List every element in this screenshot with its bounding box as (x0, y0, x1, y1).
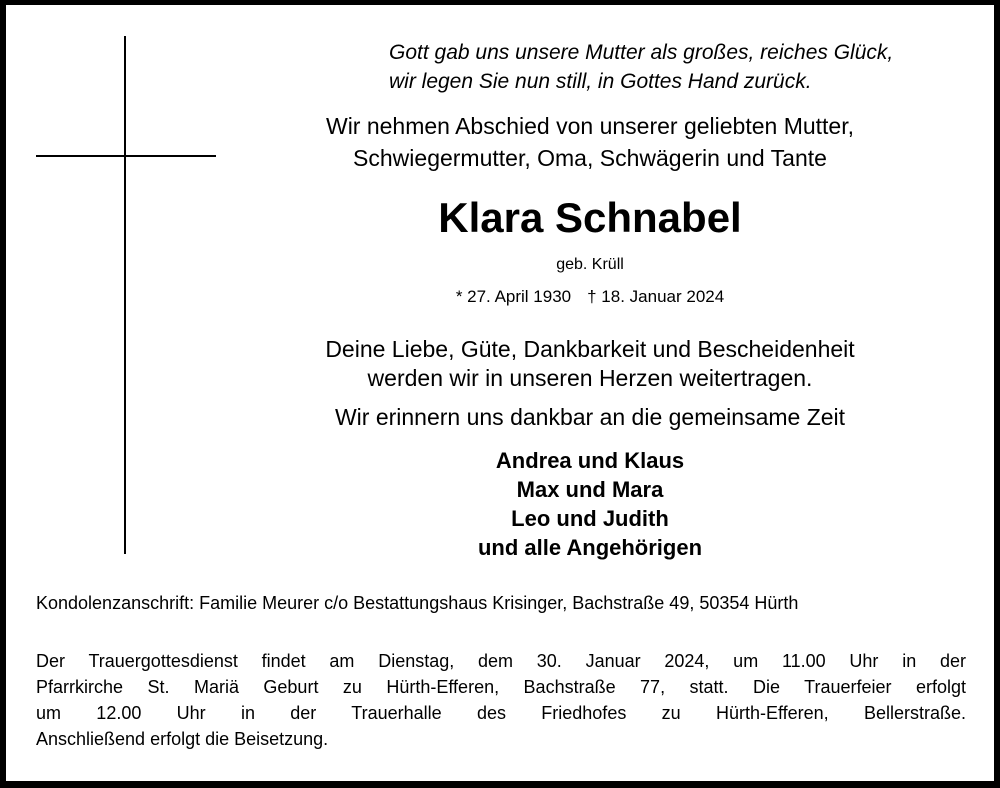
condolence-address: Kondolenzanschrift: Familie Meurer c/o Bestattungshaus Krisinger, Bachstraße 49, 50354 Hürth (36, 593, 799, 613)
tribute-text (256, 335, 924, 393)
mourner: Max und Mara (516, 477, 664, 502)
farewell-line: Wir nehmen Abschied von unserer geliebten Mutter, (325, 113, 854, 139)
cross-icon-horizontal (36, 155, 216, 157)
deceased-name: Klara Schnabel (438, 194, 742, 241)
life-dates (256, 285, 924, 309)
verse-line: Gott gab uns unsere Mutter als großes, reiches Glück, (389, 41, 894, 64)
obituary-card (6, 5, 994, 781)
death-date: † 18. Januar 2024 (587, 287, 725, 306)
service-line: Der Trauergottesdienst findet am Dienstag, dem 30. Januar 2024, um 11.00 Uhr in der (36, 651, 966, 671)
maiden-name: geb. Krüll (556, 256, 624, 273)
verse-line: wir legen Sie nun still, in Gottes Hand zurück. (389, 70, 812, 93)
service-line: um 12.00 Uhr in der Trauerhalle des Friedhofes zu Hürth-Efferen, Bellerstraße. (36, 703, 966, 723)
farewell-text (256, 110, 924, 174)
mourner: Andrea und Klaus (495, 448, 685, 473)
mourner: Leo und Judith (511, 506, 669, 531)
farewell-line: Schwiegermutter, Oma, Schwägerin und Tante (353, 145, 827, 171)
service-notice (36, 648, 966, 752)
cross-icon-vertical (124, 36, 126, 554)
tribute-line: Deine Liebe, Güte, Dankbarkeit und Bescheidenheit (325, 336, 855, 362)
remember-text: Wir erinnern uns dankbar an die gemeinsame Zeit (334, 404, 846, 430)
birth-date: * 27. April 1930 (455, 287, 572, 306)
mourner: und alle Angehörigen (477, 535, 703, 560)
verse (389, 38, 979, 96)
tribute-line: werden wir in unseren Herzen weitertragen. (367, 365, 813, 391)
mourners-list (256, 446, 924, 562)
service-line: Anschließend erfolgt die Beisetzung. (36, 729, 329, 749)
service-line: Pfarrkirche St. Mariä Geburt zu Hürth-Efferen, Bachstraße 77, statt. Die Trauerfeier erfolgt (36, 677, 966, 697)
